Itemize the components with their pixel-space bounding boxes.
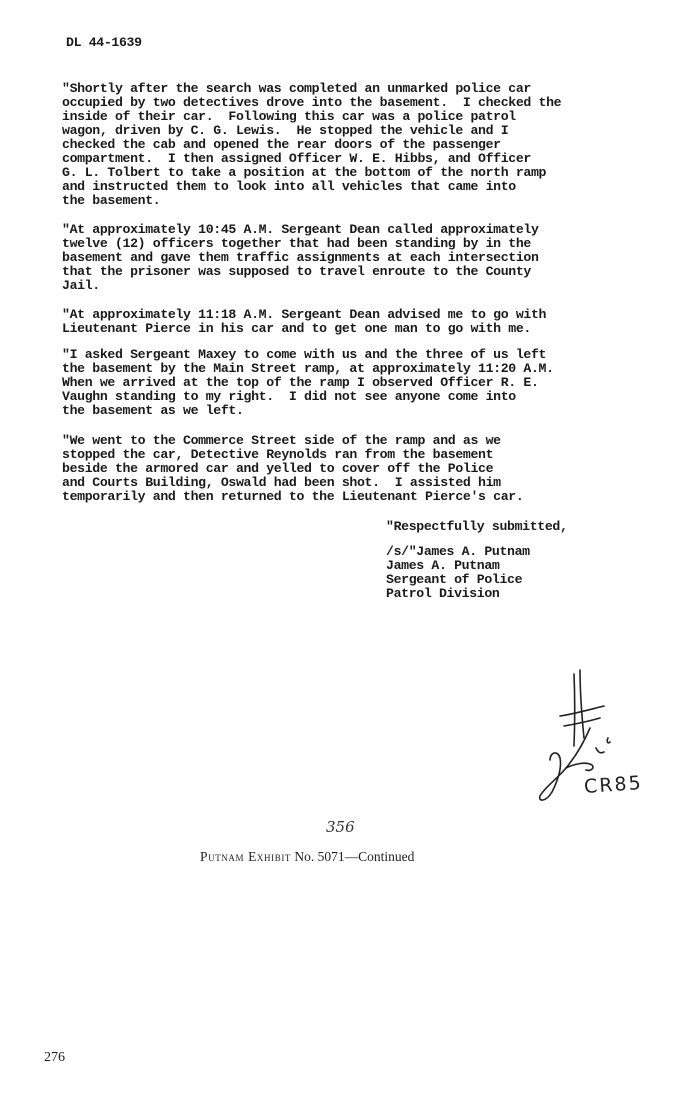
signer-name: James A. Putnam [386, 558, 500, 573]
text-line: "At approximately 11:18 A.M. Sergeant Dean advised me to go with [62, 307, 547, 322]
text-line: the basement as we left. [62, 403, 244, 418]
text-line: beside the armored car and yelled to cover off the Police [62, 461, 494, 476]
text-line: Jail. [62, 278, 100, 293]
text-line: "At approximately 10:45 A.M. Sergeant Dean called approximately [62, 222, 539, 237]
exhibit-caption-rest: No. 5071—Continued [291, 849, 415, 864]
text-line: the basement. [62, 193, 161, 208]
paragraph-traffic-assignments [62, 223, 662, 293]
text-line: "We went to the Commerce Street side of the ramp and as we [62, 433, 501, 448]
text-line: the basement by the Main Street ramp, at approximately 11:20 A.M. [62, 361, 554, 376]
complimentary-close: "Respectfully submitted, [386, 519, 568, 534]
text-line: inside of their car. Following this car was a police patrol [62, 109, 516, 124]
text-line: Lieutenant Pierce in his car and to get one man to go with me. [62, 321, 531, 336]
handwritten-code: CR85 [583, 771, 644, 799]
signer-division: Patrol Division [386, 586, 500, 601]
text-line: "I asked Sergeant Maxey to come with us and the three of us left [62, 347, 547, 362]
paragraph-sergeant-dean-advised [62, 308, 662, 336]
text-line: basement and gave them traffic assignments at each intersection [62, 250, 539, 265]
signer-title: Sergeant of Police [386, 572, 523, 587]
file-number: DL 44-1639 [66, 35, 142, 50]
text-line: that the prisoner was supposed to travel enroute to the County [62, 264, 531, 279]
text-line: temporarily and then returned to the Lieutenant Pierce's car. [62, 489, 524, 504]
text-line: wagon, driven by C. G. Lewis. He stopped the vehicle and I [62, 123, 509, 138]
exhibit-caption-name: Putnam Exhibit [200, 849, 292, 864]
signature-line: /s/"James A. Putnam [386, 544, 530, 559]
text-line: and Courts Building, Oswald had been shot. I assisted him [62, 475, 501, 490]
text-line: occupied by two detectives drove into the basement. I checked the [62, 95, 562, 110]
text-line: "Shortly after the search was completed an unmarked police car [62, 81, 531, 96]
text-line: When we arrived at the top of the ramp I observed Officer R. E. [62, 375, 539, 390]
text-line: stopped the car, Detective Reynolds ran from the basement [62, 447, 494, 462]
paragraph-search-completed [62, 82, 662, 208]
page-number: 276 [44, 1050, 65, 1065]
text-line: and instructed them to look into all vehicles that came into [62, 179, 516, 194]
text-line: Vaughn standing to my right. I did not see anyone come into [62, 389, 516, 404]
paragraph-commerce-street [62, 434, 662, 504]
closing-block [386, 520, 568, 601]
text-line: compartment. I then assigned Officer W. E. Hibbs, and Officer [62, 151, 531, 166]
paragraph-main-street-ramp [62, 348, 662, 418]
text-line: twelve (12) officers together that had been standing by in the [62, 236, 531, 251]
text-line: G. L. Tolbert to take a position at the bottom of the north ramp [62, 165, 547, 180]
handwritten-number: 356 [326, 818, 355, 836]
text-line: checked the cab and opened the rear doors of the passenger [62, 137, 501, 152]
exhibit-caption [200, 849, 414, 865]
